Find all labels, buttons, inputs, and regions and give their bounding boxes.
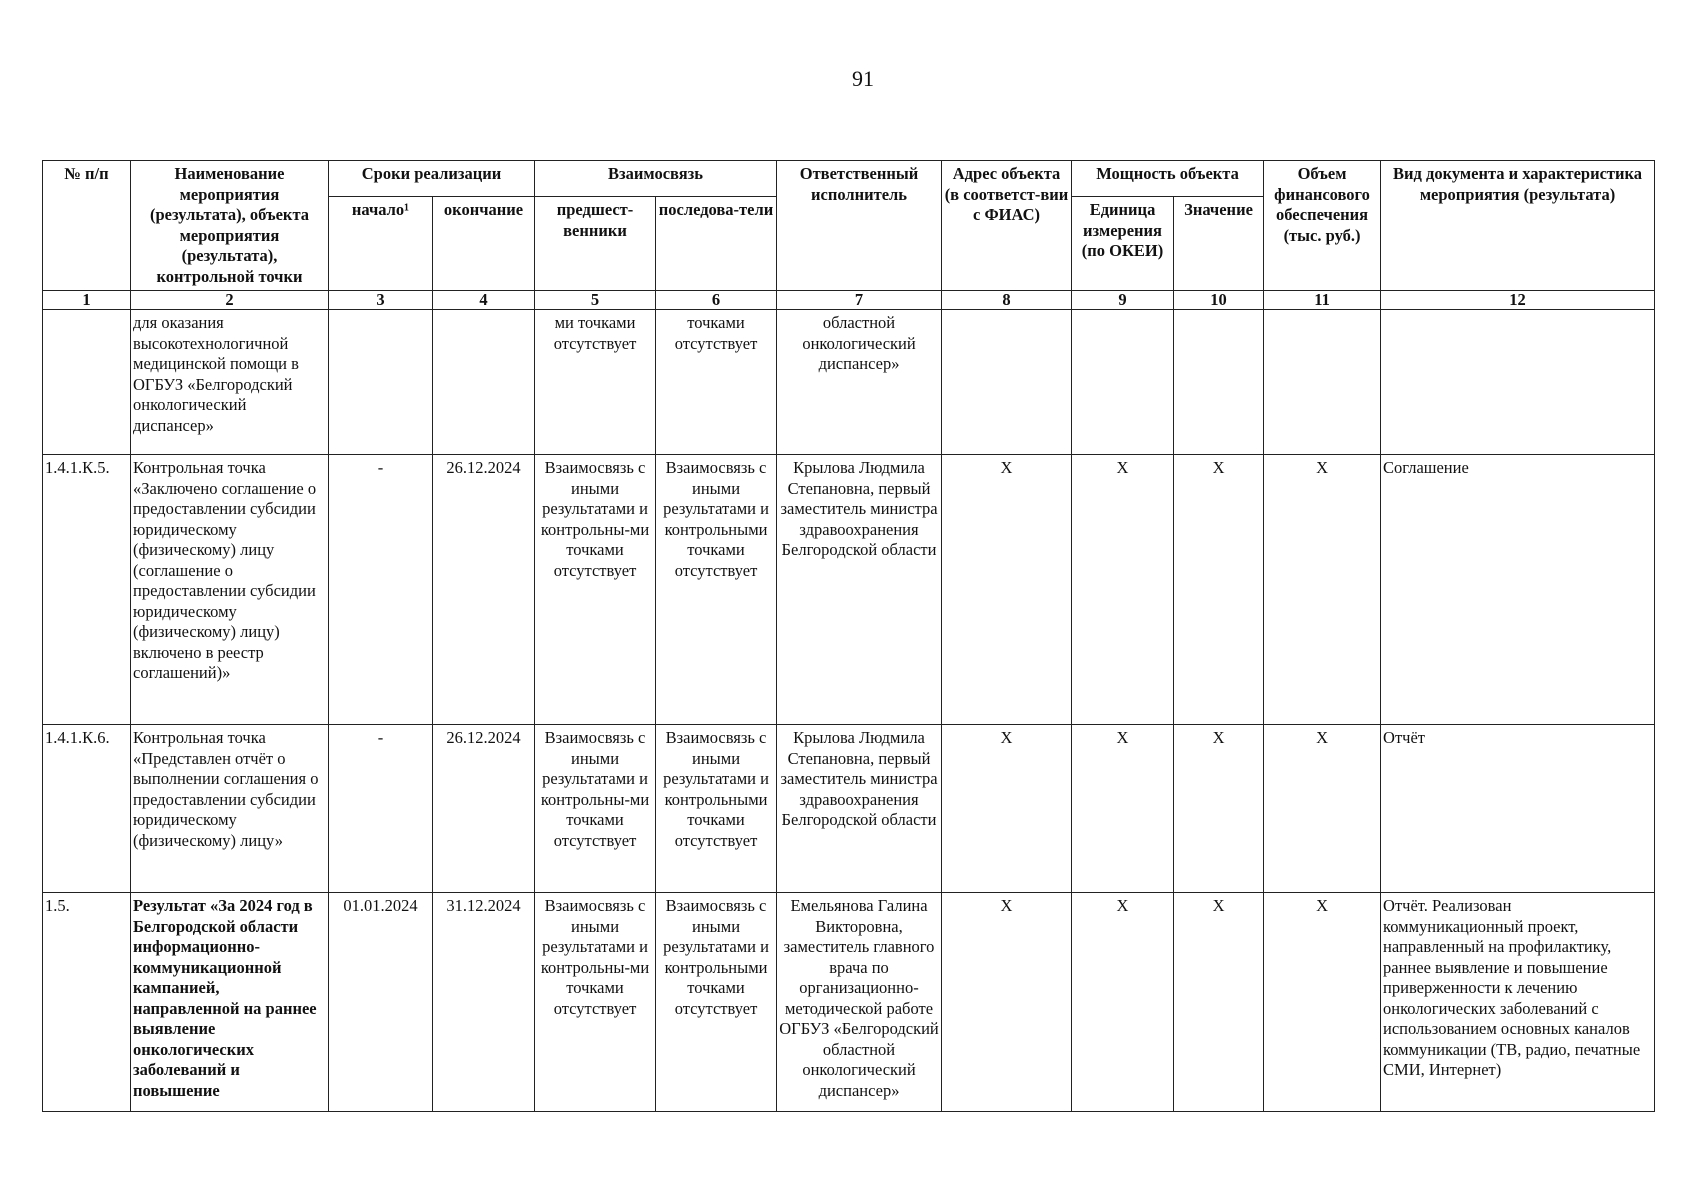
header-unit: Единица измерения (по ОКЕИ) (1072, 197, 1174, 291)
cell-end: 26.12.2024 (433, 455, 535, 725)
header-predecessors: предшест-венники (535, 197, 656, 291)
header-successors: последова-тели (656, 197, 777, 291)
cell-end: 26.12.2024 (433, 725, 535, 893)
cell-predecessors: Взаимосвязь с иными результатами и контрольны-ми точками отсутствует (535, 893, 656, 1112)
cell-name: для оказания высокотехнологичной медицинской помощи в ОГБУЗ «Белгородский онкологический диспансер» (131, 310, 329, 455)
cell-value: Х (1174, 893, 1264, 1112)
cell-num (43, 310, 131, 455)
column-number: 11 (1264, 291, 1381, 310)
cell-document: Отчёт. Реализован коммуникационный проект, направленный на профилактику, раннее выявление и повышение приверженности к лечению онкологических заболеваний с использованием основных каналов коммуникации (ТВ, радио, печатные СМИ, Интернет) (1381, 893, 1655, 1112)
column-number: 4 (433, 291, 535, 310)
column-number: 5 (535, 291, 656, 310)
column-number: 8 (942, 291, 1072, 310)
column-number: 10 (1174, 291, 1264, 310)
cell-address: Х (942, 893, 1072, 1112)
cell-address: Х (942, 725, 1072, 893)
header-finance: Объем финансового обеспечения (тыс. руб.) (1264, 161, 1381, 291)
column-number: 7 (777, 291, 942, 310)
cell-address (942, 310, 1072, 455)
cell-responsible: областной онкологический диспансер» (777, 310, 942, 455)
header-start: начало¹ (329, 197, 433, 291)
header-value: Значение (1174, 197, 1264, 291)
cell-unit: Х (1072, 725, 1174, 893)
table-row-1-4-1-k5 (43, 455, 1655, 725)
cell-num: 1.4.1.К.6. (43, 725, 131, 893)
header-name: Наименование мероприятия (результата), объекта мероприятия (результата), контрольной точки (131, 161, 329, 291)
column-number: 6 (656, 291, 777, 310)
cell-num: 1.5. (43, 893, 131, 1112)
header-row-1 (43, 161, 1655, 197)
cell-successors: точками отсутствует (656, 310, 777, 455)
activities-table (42, 160, 1655, 1112)
cell-unit: Х (1072, 893, 1174, 1112)
cell-finance: Х (1264, 455, 1381, 725)
cell-end: 31.12.2024 (433, 893, 535, 1112)
cell-finance (1264, 310, 1381, 455)
column-number: 9 (1072, 291, 1174, 310)
cell-unit (1072, 310, 1174, 455)
column-number: 1 (43, 291, 131, 310)
cell-end (433, 310, 535, 455)
cell-value: Х (1174, 455, 1264, 725)
cell-name: Контрольная точка «Заключено соглашение о предоставлении субсидии юридическому (физическому) лицу (соглашение о предоставлении субсидии юридическому (физическому) лицу) включено в реестр соглашений)» (131, 455, 329, 725)
cell-start: 01.01.2024 (329, 893, 433, 1112)
cell-address: Х (942, 455, 1072, 725)
header-address: Адрес объекта (в соответст-вии с ФИАС) (942, 161, 1072, 291)
column-number: 12 (1381, 291, 1655, 310)
cell-document (1381, 310, 1655, 455)
cell-finance: Х (1264, 893, 1381, 1112)
cell-start: - (329, 725, 433, 893)
cell-successors: Взаимосвязь с иными результатами и контрольными точками отсутствует (656, 455, 777, 725)
table-row-1-5 (43, 893, 1655, 1112)
header-responsible: Ответственный исполнитель (777, 161, 942, 291)
table-row-1-4-1-k6 (43, 725, 1655, 893)
header-power: Мощность объекта (1072, 161, 1264, 197)
cell-finance: Х (1264, 725, 1381, 893)
cell-document: Отчёт (1381, 725, 1655, 893)
column-number: 3 (329, 291, 433, 310)
cell-num: 1.4.1.К.5. (43, 455, 131, 725)
page-number: 91 (852, 66, 874, 91)
cell-start (329, 310, 433, 455)
cell-responsible: Крылова Людмила Степановна, первый заместитель министра здравоохранения Белгородской области (777, 455, 942, 725)
cell-name: Результат «За 2024 год в Белгородской области информационно-коммуникационной кампанией, направленной на раннее выявление онкологических заболеваний и повышение (131, 893, 329, 1112)
cell-predecessors: ми точками отсутствует (535, 310, 656, 455)
cell-unit: Х (1072, 455, 1174, 725)
cell-value: Х (1174, 725, 1264, 893)
cell-successors: Взаимосвязь с иными результатами и контрольными точками отсутствует (656, 893, 777, 1112)
table-row-continuation (43, 310, 1655, 455)
header-link: Взаимосвязь (535, 161, 777, 197)
cell-predecessors: Взаимосвязь с иными результатами и контрольны-ми точками отсутствует (535, 725, 656, 893)
cell-predecessors: Взаимосвязь с иными результатами и контрольны-ми точками отсутствует (535, 455, 656, 725)
cell-responsible: Емельянова Галина Викторовна, заместитель главного врача по организационно-методической работе ОГБУЗ «Белгородский областной онкологический диспансер» (777, 893, 942, 1112)
cell-successors: Взаимосвязь с иными результатами и контрольными точками отсутствует (656, 725, 777, 893)
header-end: окончание (433, 197, 535, 291)
column-number: 2 (131, 291, 329, 310)
header-document: Вид документа и характеристика мероприятия (результата) (1381, 161, 1655, 291)
header-terms: Сроки реализации (329, 161, 535, 197)
cell-name: Контрольная точка «Представлен отчёт о выполнении соглашения о предоставлении субсидии юридическому (физическому) лицу» (131, 725, 329, 893)
cell-start: - (329, 455, 433, 725)
cell-value (1174, 310, 1264, 455)
cell-document: Соглашение (1381, 455, 1655, 725)
column-number-row (43, 291, 1655, 310)
header-num: № п/п (43, 161, 131, 291)
cell-responsible: Крылова Людмила Степановна, первый заместитель министра здравоохранения Белгородской области (777, 725, 942, 893)
